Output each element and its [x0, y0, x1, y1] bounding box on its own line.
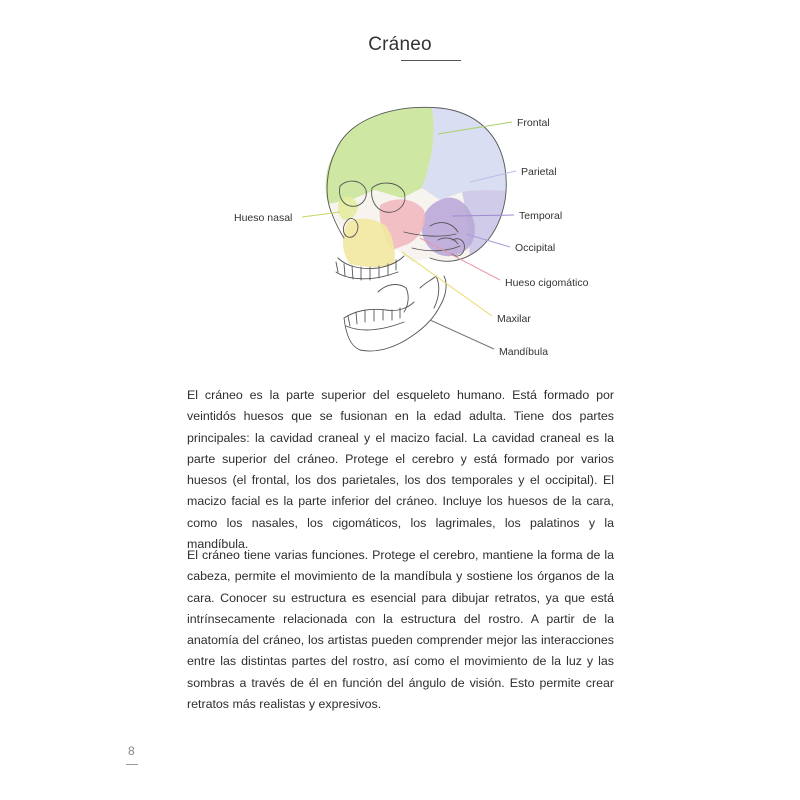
- label-parietal: Parietal: [521, 166, 557, 178]
- page-title: Cráneo: [368, 34, 432, 55]
- label-temporal: Temporal: [519, 210, 563, 222]
- label-cigomatico: Hueso cigomático: [505, 277, 589, 289]
- label-hueso-nasal: Hueso nasal: [234, 212, 293, 224]
- body-paragraph-2: El cráneo tiene varias funciones. Protege el cerebro, mantiene la forma de la cabeza, permite el movimiento de la mandíbula y sostiene los órganos de la cara. Conocer su estructura es esencial para dibujar retratos, ya que está intrínsecamente relacionada con la estructura del rostro. A partir de la anatomía del cráneo, los artistas pueden comprender mejor las interacciones entre las distintas partes del rostro, así como el movimiento de la luz y las sombras a través de él en función del ángulo de visión. Esto permite crear retratos más realistas y expresivos.: [187, 548, 614, 712]
- label-mandibula: Mandíbula: [499, 346, 549, 358]
- page-number-rule: [126, 764, 138, 765]
- label-maxilar: Maxilar: [497, 313, 531, 325]
- parietal-bone-region: [422, 100, 520, 200]
- label-frontal: Frontal: [517, 117, 550, 129]
- label-occipital: Occipital: [515, 242, 556, 254]
- body-paragraph-1: El cráneo es la parte superior del esqueleto humano. Está formado por veintidós huesos que se fusionan en la edad adulta. Tiene dos partes principales: la cavidad craneal y el macizo facial. La cavidad craneal es la parte superior del cráneo. Protege el cerebro y está formado por varios huesos (el frontal, los dos parietales, los dos temporales y el occipital). El macizo facial es la parte inferior del cráneo. Incluye los huesos de la cara, como los nasales, los cigomáticos, los lagrimales, los palatinos y la mandíbula.: [187, 388, 614, 552]
- page-number: 8: [128, 744, 135, 758]
